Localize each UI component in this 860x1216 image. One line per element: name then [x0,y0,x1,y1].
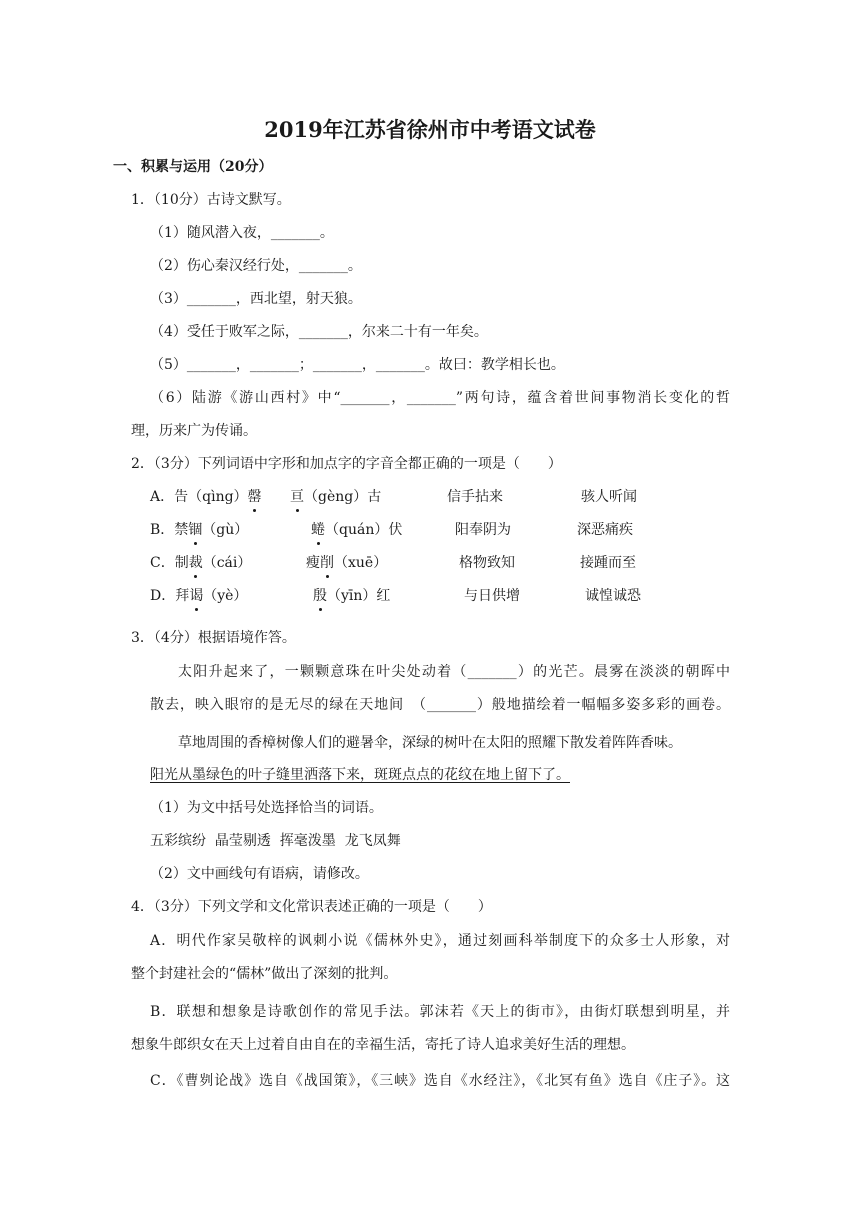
q2-option-a: A．告（qìng）罄 [150,489,262,505]
q2-option-d-word3: 与日供增 [464,588,520,604]
q2-option-c: C．制裁（cái） [150,555,252,571]
q1-item-1: （1）随风潜入夜，_______。 [150,225,334,241]
q4-option-b-cont: 想象牛郎织女在天上过着自由自在的幸福生活，寄托了诗人追求美好生活的理想。 [131,1037,635,1053]
q3-stem: 3．（4分）根据语境作答。 [131,630,296,646]
section-heading: 一、积累与运用（20分） [113,159,273,175]
q1-item-6-cont: 理，历来广为传诵。 [131,423,257,439]
q4-option-c: C．《曹刿论战》选自《战国策》，《三峡》选自《水经注》，《北冥有鱼》选自《庄子》。这 [150,1073,730,1089]
q1-item-3: （3）_______，西北望，射天狼。 [150,291,362,307]
q3-passage-line: 太阳升起来了，一颗颗意珠在叶尖处动着（_______）的光芒。晨雾在淡淡的朝晖中 [178,664,730,680]
dotted-char: 裁 [188,555,203,571]
dotted-char: 殷 [313,588,327,604]
page-title: 2019年江苏省徐州市中考语文试卷 [264,117,596,142]
q3-passage-line: 散去，映入眼帘的是无尽的绿在天地间 （_______）般地描绘着一幅幅多姿多彩的画卷。 [150,697,730,713]
q3-underlined-sentence: 阳光从墨绿色的叶子缝里洒落下来，斑斑点点的花纹在地上留下了。 [150,767,570,783]
q2-option-a-word4: 骇人听闻 [581,489,637,505]
q2-option-b-word3: 阳奉阴为 [455,522,511,538]
dotted-char: 削 [320,555,334,571]
dotted-char: 锢 [188,522,203,538]
q2-option-c-word3: 格物致知 [459,555,515,571]
option-letter: D． [150,588,176,604]
q1-item-6: （6）陆游《游山西村》中“_______，_______”两句诗，蕴含着世间事物消长变化的哲 [150,390,730,406]
q1-item-2: （2）伤心秦汉经行处，_______。 [150,258,362,274]
q2-option-b-word2: 蜷（quán）伏 [311,522,403,538]
q4-option-b: B．联想和想象是诗歌创作的常见手法。郭沫若《天上的街市》，由街灯联想到明星，并 [150,1004,730,1020]
q3-passage-line: 草地周围的香樟树像人们的避暑伞，深绿的树叶在太阳的照耀下散发着阵阵香味。 [178,735,682,751]
q4-option-a: A．明代作家吴敬梓的讽刺小说《儒林外史》，通过刻画科举制度下的众多士人形象，对 [150,933,730,949]
q1-item-4: （4）受任于败军之际，_______，尔来二十有一年矣。 [150,324,488,340]
option-letter: C． [150,555,175,571]
dotted-char: 谒 [189,588,204,604]
q4-option-a-cont: 整个封建社会的“儒林”做出了深刻的批判。 [131,966,398,982]
q2-stem: 2．（3分）下列词语中字形和加点字的字音全都正确的一项是（ ） [131,456,562,472]
q2-option-b-word4: 深恶痛疾 [577,522,633,538]
q1-stem: 1．（10分）古诗文默写。 [131,192,291,208]
dotted-char: 罄 [247,489,262,505]
q4-stem: 4．（3分）下列文学和文化常识表述正确的一项是（ ） [131,899,492,915]
q2-option-b: B．禁锢（gù） [150,522,249,538]
q3-sub-question-1: （1）为文中括号处选择恰当的词语。 [150,800,383,816]
q2-option-d-word2: 殷（yīn）红 [313,588,391,604]
q1-item-5: （5）_______，_______；_______，_______。故曰：教学相长也。 [150,357,565,373]
q2-option-a-word3: 信手拈来 [447,489,503,505]
q2-option-d: D．拜谒（yè） [150,588,248,604]
q2-option-c-word4: 接踵而至 [580,555,636,571]
q2-option-a-word2: 亘（gèng）古 [290,489,382,505]
dotted-char: 蜷 [311,522,325,538]
q3-sub-question-2: （2）文中画线句有语病，请修改。 [150,866,369,882]
option-letter: A． [150,489,175,505]
q2-option-c-word2: 瘦削（xuē） [306,555,388,571]
option-letter: B． [150,522,175,538]
q2-option-d-word4: 诚惶诚恐 [585,588,641,604]
dotted-char: 亘 [290,489,304,505]
q3-word-choices: 五彩缤纷 晶莹剔透 挥毫泼墨 龙飞凤舞 [150,833,401,849]
